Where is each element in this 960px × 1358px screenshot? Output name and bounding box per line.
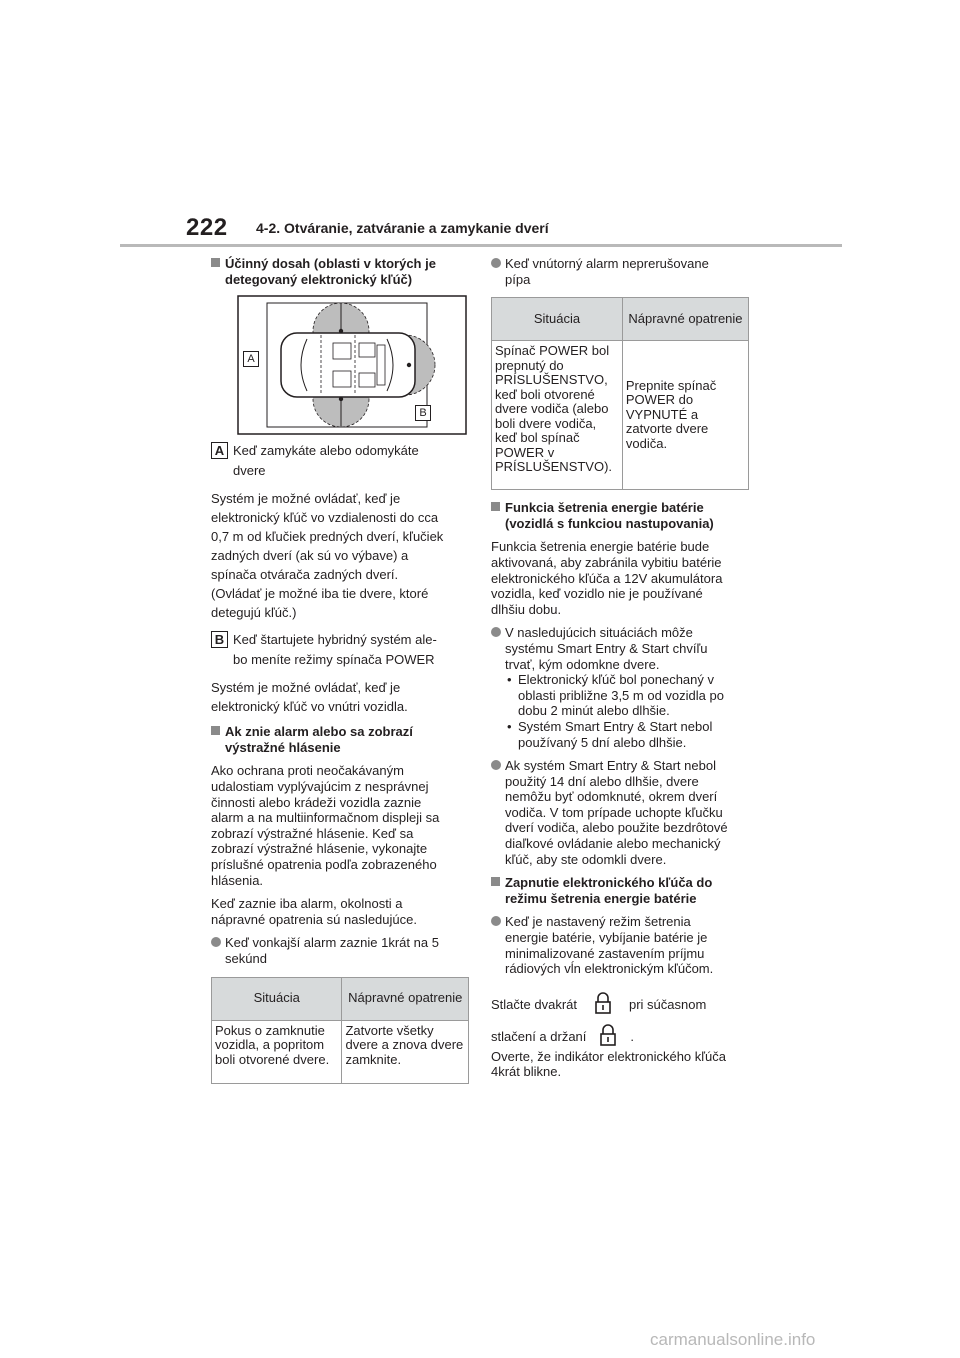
- diagram-label-a: A: [243, 351, 259, 367]
- label-a-line1: Keď zamykáte alebo odomykáte: [233, 443, 419, 459]
- bullet-not-used-5-days: • Systém Smart Entry & Start nebol používaný 5 dní alebo dlhšie.: [505, 719, 731, 750]
- label-b-tag: B: [211, 631, 228, 648]
- table-header-situation: Situácia: [212, 977, 342, 1020]
- table-header-remedy: Nápravné opatrenie: [342, 977, 469, 1020]
- press-instruction-line2: [491, 1023, 731, 1049]
- diagram-label-b: B: [415, 405, 431, 421]
- saving-mode-item: Keď je nastavený režim šetrenia energie batérie, vybíjanie batérie je minimalizované zastavením príjmu rádiových vĺn elektronickým kľúčom.: [491, 914, 731, 976]
- label-b-line1: Keď štartujete hybridný systém ale-: [233, 632, 437, 648]
- section-heading-alarm: Ak znie alarm alebo sa zobrazí výstražné hlásenie: [211, 724, 451, 755]
- not-used-14-days-item: Ak systém Smart Entry & Start nebol použitý 14 dní alebo dlhšie, dvere nemôžu byť odomknuté, okrem dverí vodiča. V tom prípade uchopte kľučku dverí vodiča, alebo použite bezdrôtové diaľkové ovládanie alebo mechanický kľúč, aby ste odomkli dvere.: [491, 758, 731, 867]
- lock-icon: [591, 991, 615, 1015]
- verify-paragraph: Overte, že indikátor elektronického kľúča 4krát blikne.: [491, 1048, 727, 1080]
- press-text-2b: .: [630, 1028, 635, 1044]
- press-text-2a: stlačení a držaní: [491, 1028, 587, 1044]
- label-b-text: Systém je možné ovládať, keď je elektronický kľúč vo vnútri vozidla.: [211, 680, 408, 715]
- outside-alarm-item: Keď vonkajší alarm zaznie 1krát na 5 sekúnd: [211, 935, 451, 966]
- inside-alarm-table: [491, 297, 749, 490]
- inside-alarm-item: Keď vnútorný alarm neprerušovane pípa: [491, 256, 731, 287]
- press-text-1b: pri súčasnom: [629, 996, 707, 1012]
- range-diagram: [237, 295, 467, 435]
- chapter-title: 4-2. Otváranie, zatváranie a zamykanie dverí: [256, 220, 549, 236]
- press-text-1a: Stlačte dvakrát: [491, 996, 577, 1012]
- alarm-paragraph: Ako ochrana proti neočakávaným udalostiam vyplývajúcim z nesprávnej činnosti alebo krádeži vozidla zaznie alarm a na multiinformačnom displeji sa zobrazí výstražné hlásenie. Keď sa zobrazí výstražné hlásenie, vykonajte príslušné opatrenia podľa zobrazeného hlásenia.: [211, 763, 440, 888]
- table-cell-situation: Spínač POWER bol prepnutý do PRÍSLUŠENSTVO, keď boli otvorené dvere vodiča (alebo boli dvere vodiča, keď bol spínač POWER v PRÍSLUŠENSTVO).: [492, 341, 623, 490]
- table-row: [212, 1020, 469, 1083]
- table-cell-situation: Pokus o zamknutie vozidla, a popritom boli otvorené dvere.: [212, 1020, 342, 1083]
- table-header-row: [492, 298, 749, 341]
- left-column: [211, 256, 464, 1084]
- label-b-line2: bo meníte režimy spínača POWER: [233, 652, 435, 668]
- battery-saving-paragraph: Funkcia šetrenia energie batérie bude aktivovaná, aby zabránila vybitiu batérie elektronického kľúča a 12V akumulátora vozidla, keď vozidlo nie je používané dlhšiu dobu.: [491, 539, 723, 617]
- lock-icon: [596, 1023, 620, 1047]
- situations-text: V nasledujúcich situáciách môže systému Smart Entry & Start chvíľu trvať, kým odomkne dvere.: [505, 625, 708, 672]
- header-rule: [120, 244, 842, 247]
- car-range-diagram: [237, 295, 467, 435]
- table-header-remedy: Nápravné opatrenie: [622, 298, 748, 341]
- right-column: [491, 256, 743, 1088]
- press-instruction-line1: [491, 991, 731, 1017]
- bullet-key-left-nearby: • Elektronický kľúč bol ponechaný v oblasti približne 3,5 m od vozidla po dobu 2 minút alebo dlhšie.: [505, 672, 731, 719]
- watermark: carmanualsonline.info: [650, 1330, 816, 1349]
- section-heading-key-saving-mode: Zapnutie elektronického kľúča do režimu šetrenia energie batérie: [491, 875, 731, 906]
- label-a-text: Systém je možné ovládať, keď je elektronický kľúč vo vzdialenosti do cca 0,7 m od kľučiek predných dverí, kľučiek zadných dverí (ak sú vo výbave) a spínača otvárača zadných dverí. (Ovládať je možné iba tie dvere, ktoré detegujú kľúč.): [211, 491, 444, 621]
- table-cell-remedy: Zatvorte všetky dvere a znova dvere zamknite.: [342, 1020, 469, 1083]
- section-heading-battery-saving: Funkcia šetrenia energie batérie (vozidlá s funkciou nastupovania): [491, 500, 731, 531]
- table-cell-remedy: Prepnite spínač POWER do VYPNUTÉ a zatvorte dvere vodiča.: [622, 341, 748, 490]
- situations-item: [491, 625, 731, 750]
- table-row: [492, 341, 749, 490]
- label-b-item: [211, 630, 451, 670]
- section-heading-range: Účinný dosah (oblasti v ktorých je detegovaný elektronický kľúč): [211, 256, 451, 287]
- table-header-row: [212, 977, 469, 1020]
- page-number: 222: [186, 214, 228, 241]
- label-a-tag: A: [211, 442, 228, 459]
- label-a-line2: dvere: [233, 463, 266, 479]
- alarm-only-paragraph: Keď zaznie iba alarm, okolnosti a nápravné opatrenia sú nasledujúce.: [211, 896, 417, 927]
- label-a-item: [211, 441, 451, 481]
- outside-alarm-table: [211, 977, 469, 1084]
- table-header-situation: Situácia: [492, 298, 623, 341]
